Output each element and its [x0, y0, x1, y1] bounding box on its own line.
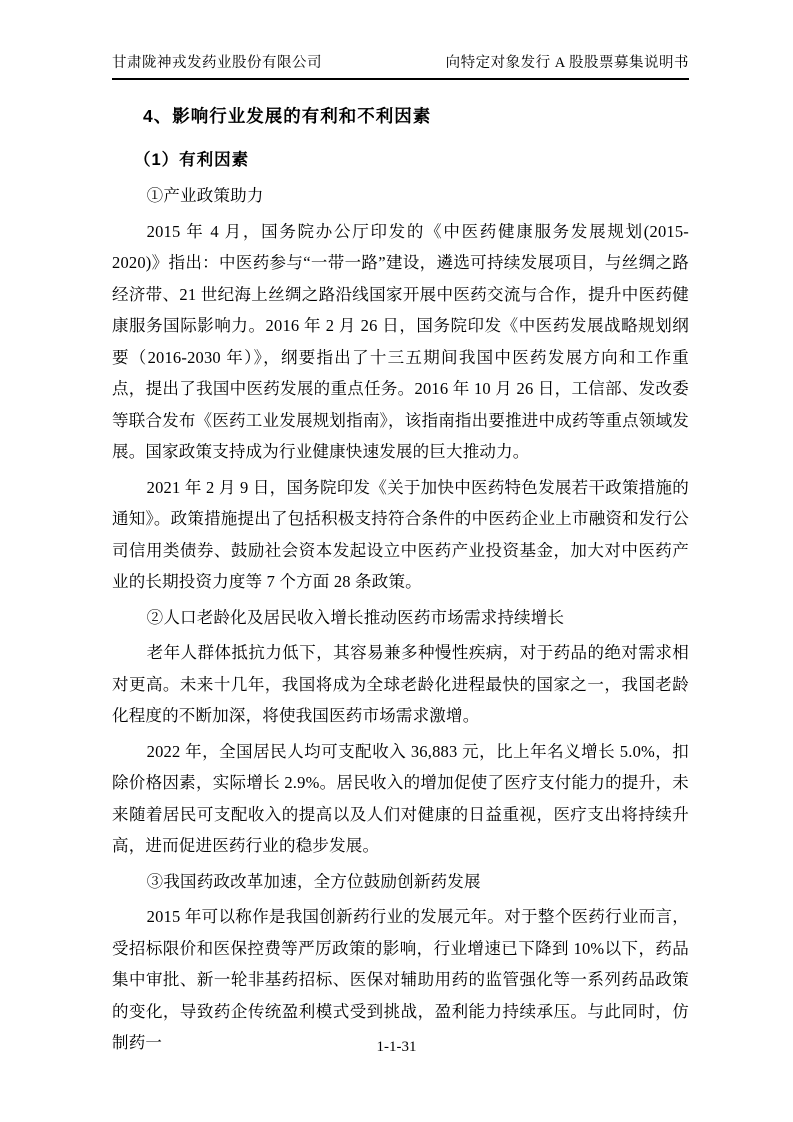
header-doc-title: 向特定对象发行 A 股股票募集说明书 — [445, 55, 689, 71]
item-heading-2: ②人口老龄化及居民收入增长推动医药市场需求持续增长 — [146, 607, 565, 627]
paragraph-drug-reform-2015: 2015 年可以称作是我国创新药行业的发展元年。对于整个医药行业而言，受招标限价和医保控费等严厉政策的影响，行业增速已下降到 10%以下，药品集中审批、新一轮非基药招标、医保对辅助用药的监管强化等一系列药品政策的变化，导致药企传统盈利模式受到挑战，盈利能力持续承压。与此同时，仿制药一 — [112, 907, 689, 1052]
header-company-name: 甘肃陇神戎发药业股份有限公司 — [112, 55, 322, 71]
item-heading-1: ①产业政策助力 — [146, 186, 264, 205]
paragraph-income-2022: 2022 年，全国居民人均可支配收入 36,883 元，比上年名义增长 5.0%，扣除价格因素，实际增长 2.9%。居民收入的增加促使了医疗支付能力的提升，未来随着居民可支配收入的提高以及人们对健康的日益重视，医疗支出将持续升高，进而促进医药行业的稳步发展。 — [112, 741, 689, 855]
page-header — [112, 0, 689, 80]
section-heading: 4、影响行业发展的有利和不利因素 — [143, 106, 432, 126]
page-number: 1-1-31 — [376, 1039, 417, 1055]
paragraph-aging-population: 老年人群体抵抗力低下，其容易兼多种慢性疾病，对于药品的绝对需求相对更高。未来十几年，我国将成为全球老龄化进程最快的国家之一，我国老龄化程度的不断加深，将使我国医药市场需求激增。 — [112, 643, 689, 725]
subsection-heading: （1）有利因素 — [134, 150, 250, 169]
item-heading-3: ③我国药政改革加速，全方位鼓励创新药发展 — [146, 871, 481, 891]
paragraph-policy-2021: 2021 年 2 月 9 日，国务院印发《关于加快中医药特色发展若干政策措施的通知》。政策措施提出了包括积极支持符合条件的中医药企业上市融资和发行公司信用类债券、鼓励社会资本发起设立中医药产业投资基金，加大对中医药产业的长期投资力度等 7 个方面 28 条政策。 — [112, 477, 689, 591]
page-body — [112, 101, 689, 1059]
paragraph-policy-2015: 2015 年 4 月，国务院办公厅印发的《中医药健康服务发展规划(2015-2020)》指出：中医药参与“一带一路”建设，遴选可持续发展项目，与丝绸之路经济带、21 世纪海上丝绸之路沿线国家开展中医药交流与合作，提升中医药健康服务国际影响力。2016 年 2 月 26 日，国务院印发《中医药发展战略规划纲要（2016-2030 年）》，纲要指出了十三五期间我国中医药发展方向和工作重点，提出了我国中医药发展的重点任务。2016 年 10 月 26 日，工信部、发改委等联合发布《医药工业发展规划指南》，该指南指出要推进中成药等重点领域发展。国家政策支持成为行业健康快速发展的巨大推动力。 — [112, 221, 689, 461]
page-footer — [0, 1036, 793, 1058]
